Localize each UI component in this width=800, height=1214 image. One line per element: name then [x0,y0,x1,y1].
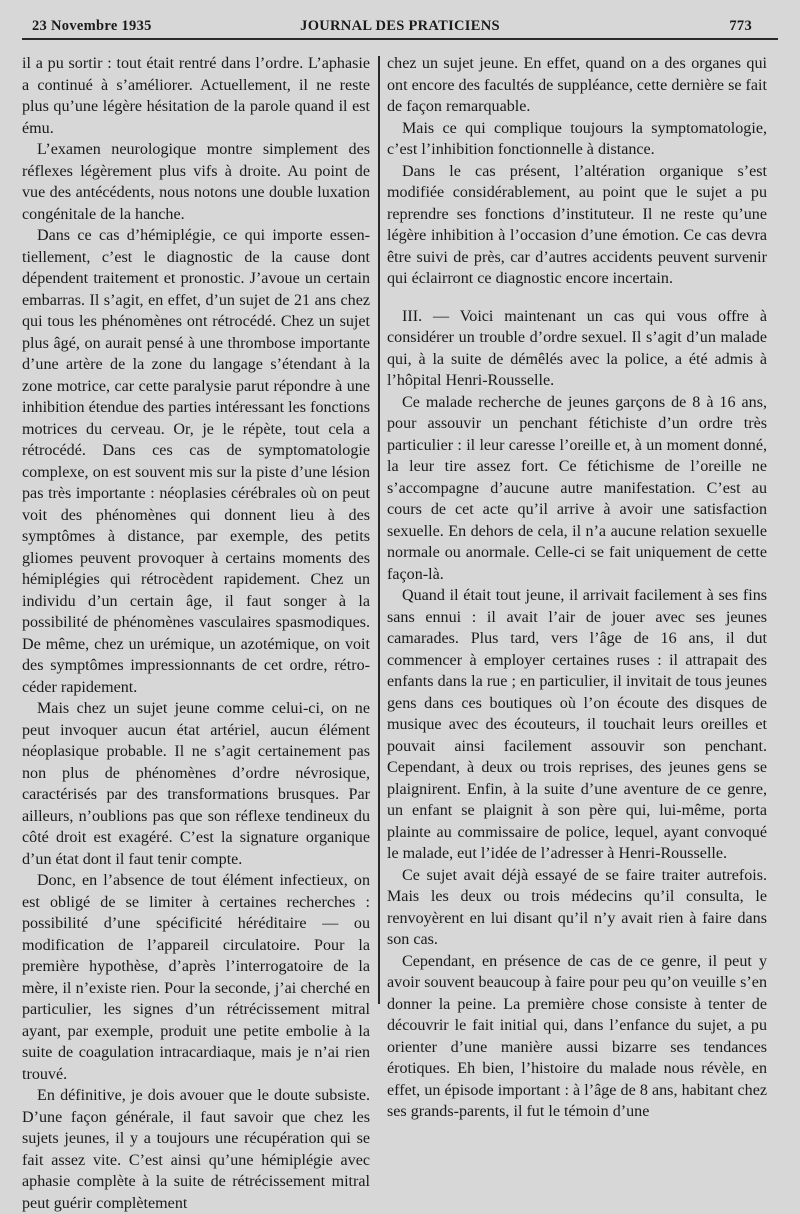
paragraph: Mais ce qui complique toujours la symptomatologie, c’est l’inhibition fonctionnelle à distance. [387,119,767,158]
paragraph: L’examen neurologique montre simplement des réflexes légèrement plus vifs à droite. Au point de vue des antécédents, nous notons une double luxation congénitale de la hanche. [22,141,370,223]
header-rule [22,38,778,40]
paragraph: Ce sujet avait déjà essayé de se faire traiter autrefois. Mais les deux ou trois médecins qu’il consulta, le renvoyèrent en lui disant qu’il n’y avait rien à faire dans son cas. [387,866,767,948]
column-divider [378,56,380,1004]
paragraph: Dans le cas présent, l’altération organique s’est modifiée considérablement, au point que le sujet a pu reprendre ses fonctions d’instituteur. Il ne reste qu’une légère inhibition à l’occasion d’une émotion. Ce cas devra être suivi de près, car d’autres accidents peuvent survenir qui éclairront ce diagnostic encore incertain. [387,162,767,287]
section-paragraph: III. — Voici maintenant un cas qui vous offre à considérer un trouble d’ordre sexuel. Il s’agit d’un malade qui, à la suite de démêlés avec la police, a été admis à l’hôpital Henri-Rousselle. [387,307,767,389]
paragraph: Donc, en l’absence de tout élément infectieux, on est obligé de se limiter à certaines recherches : possibilité d’une spécificité héréditaire — ou modification de l’appareil circulatoire. Pour la première hypothèse, d’après l’interrogatoire de la mère, il n’existe rien. Pour la seconde, j’ai cherché en particulier, les signes d’un rétrécissement mitral ayant, par exemple, produit une petite embolie à la suite de coagulation intracardiaque, mais je n’ai rien trouvé. [22,872,370,1083]
right-column [387,53,767,1123]
paragraph: Ce malade recherche de jeunes garçons de 8 à 16 ans, pour assouvir un penchant fétichiste d’un ordre très particulier : il leur caresse l’oreille et, à un moment donné, la leur tire assez fort. Ce fétichisme de l’oreille ne s’accompagne d’aucune autre manifestation. C’est au cours de cet acte qu’il arrive à avoir une satisfaction sexuelle. En dehors de cela, il n’a aucune relation sexuelle normale ou anormale. Celle-ci se fait uniquement de cette façon-là. [387,393,767,583]
paragraph: Dans ce cas d’hémiplégie, ce qui importe essentiellement, c’est le diagnostic de la cause dont dépendent traitement et pronostic. J’avoue un certain embarras. Il s’agit, en effet, d’un sujet de 21 ans chez qui tous les phénomènes ont rétrocédé. Chez un sujet plus âgé, on aurait pensé à une thrombose importante d’une artère de la zone du langage s’étendant à la zone motrice, car cette paralysie parut répondre à une inhibition étendue des parties intéressant les fonctions motrices du cerveau. Or, je le répète, tout cela a rétrocédé. Dans ces cas de symptomatologie complexe, on est souvent mis sur la piste d’une lésion pas très importante : néoplasies cérébrales où on peut voit des phénomènes qui donnent lieu à des symptômes à distance, par exemple, des petits gliomes peuvent provoquer à certains moments des hémiplégies qui rétrocèdent rapidement. Chez un individu d’un certain âge, il faut songer à la possibilité de phénomènes vasculaires spasmodiques. De même, chez un urémique, un azotémique, on voit des symptômes impressionnants de cet ordre, rétrocéder rapidement. [22,227,370,696]
left-column [22,53,370,1214]
paragraph: En définitive, je dois avouer que le doute subsiste. D’une façon générale, il faut savoir que chez les sujets jeunes, il y a toujours une récupération qui se fait assez vite. C’est ainsi qu’une hémiplégie avec aphasie complète à la suite de rétrécissement mitral peut guérir complètement [22,1087,370,1212]
running-head [0,14,800,38]
issue-date: 23 Novembre 1935 [32,18,152,34]
paragraph: Mais chez un sujet jeune comme celui-ci, on ne peut invoquer aucun état artériel, aucun élément néoplasique probable. Il ne s’agit certainement pas non plus de phénomènes d’ordre névrosique, caractérisés par des transformations brusques. Par ailleurs, n’oublions pas que son réflexe tendineux du côté droit est exagéré. C’est la signature organique d’un état dont il faut tenir compte. [22,700,370,868]
paragraph: chez un sujet jeune. En effet, quand on a des organes qui ont encore des facultés de suppléance, cette dernière se fait de façon remarquable. [387,55,767,115]
paragraph: Quand il était tout jeune, il arrivait facilement à ses fins sans ennui : il avait l’air de jouer avec ses jeunes camarades. Plus tard, vers l’âge de 16 ans, il dut commencer à employer certaines ruses : il attrapait des enfants dans la rue ; en particulier, il invitait de tous jeunes gens dans ces boutiques où l’on écoute des disques de musique avec des écouteurs, il touchait leurs oreilles et pouvait ainsi facilement assouvir son penchant. Cependant, à deux ou trois reprises, des jeunes gens se plaignirent. Enfin, à la suite d’une aventure de ce genre, un enfant se plaignit à son père qui, lui-même, porta plainte au commissaire de police, lequel, ayant convoqué le malade, eut l’idée de l’adresser à Henri-Rousselle. [387,587,767,862]
paragraph: il a pu sortir : tout était rentré dans l’ordre. L’aphasie a continué à s’améliorer. Actuellement, il ne reste plus qu’une légère hésitation de la parole quand il est ému. [22,55,370,137]
page-number: 773 [729,18,752,34]
paragraph: Cependant, en présence de cas de ce genre, il peut y avoir souvent beaucoup à faire pour peu qu’on veuille s’en donner la peine. La première chose consiste à tenter de découvrir le fait initial qui, dans l’enfance du sujet, a pu orienter d’une manière aussi bizarre ses tendances érotiques. Eh bien, l’histoire du malade nous révèle, en effet, un épisode important : à l’âge de 8 ans, habitant chez ses grands-parents, il fut le témoin d’une [387,952,767,1120]
journal-title: JOURNAL DES PRATICIENS [300,18,500,34]
